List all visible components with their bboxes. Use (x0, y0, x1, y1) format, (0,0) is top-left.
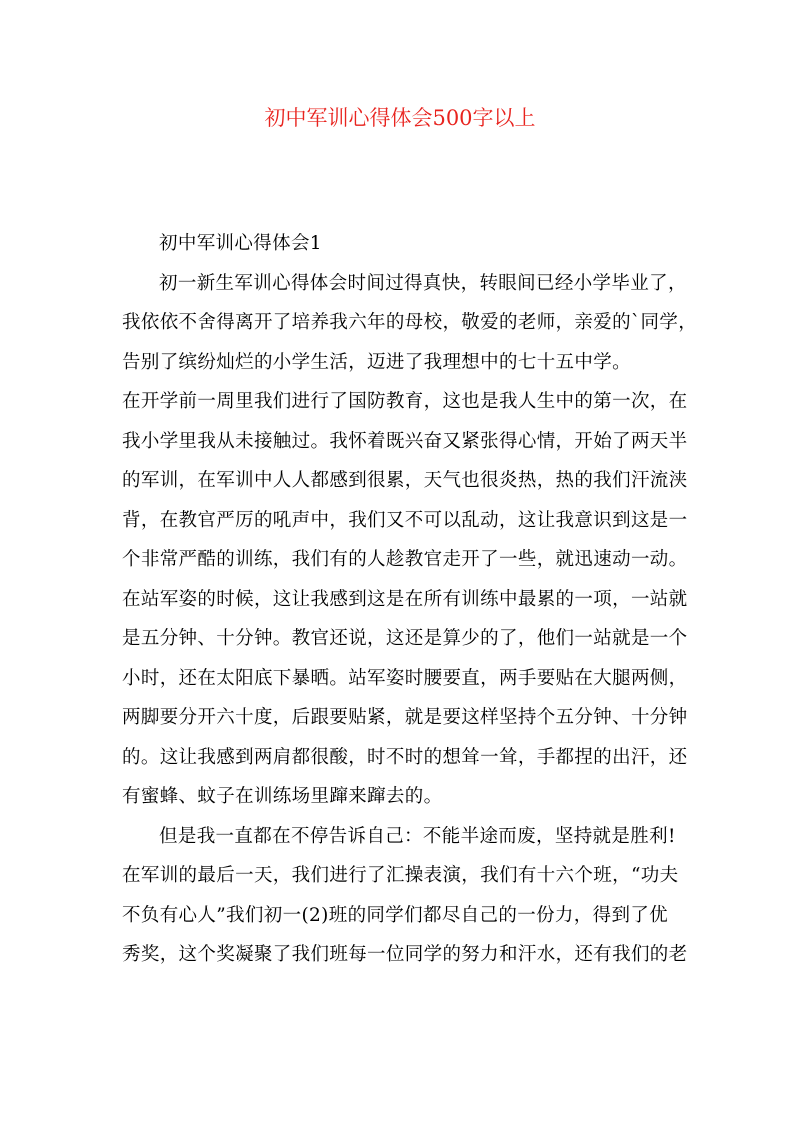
text-line: 在军训的最后一天，我们进行了汇操表演，我们有十六个班，“功夫 (122, 865, 679, 886)
document-title: 初中军训心得体会500字以上 (264, 106, 536, 130)
section-heading: 初中军训心得体会1 (159, 233, 322, 254)
text-line: 两脚要分开六十度，后跟要贴紧，就是要这样坚持个五分钟、十分钟 (122, 707, 688, 728)
text-line: 我小学里我从未接触过。我怀着既兴奋又紧张得心情，开始了两天半 (122, 430, 688, 452)
text-line: 是五分钟、十分钟。教官还说，这还是算少的了，他们一站就是一个 (122, 628, 688, 649)
text-line: 我依依不舍得离开了培养我六年的母校，敬爱的老师，亲爱的`同学， (122, 312, 698, 333)
text-line: 有蜜蜂、蚊子在训练场里蹿来蹿去的。 (122, 786, 443, 807)
text-line: 小时，还在太阳底下暴晒。站军姿时腰要直，两手要贴在大腿两侧， (122, 667, 688, 689)
text-line: 秀奖，这个奖凝聚了我们班每一位同学的努力和汗水，还有我们的老 (122, 944, 688, 965)
text-line: 初一新生军训心得体会时间过得真快，转眼间已经小学毕业了， (159, 272, 687, 294)
text-line: 但是我一直都在不停告诉自己：不能半途而废，坚持就是胜利! (159, 825, 676, 847)
text-line: 个非常严酷的训练，我们有的人趁教官走开了一些，就迅速动一动。 (122, 549, 688, 570)
text-line: 背，在教官严厉的吼声中，我们又不可以乱动，这让我意识到这是一 (122, 509, 688, 531)
text-line: 的。这让我感到两肩都很酸，时不时的想耸一耸，手都捏的出汗，还 (122, 746, 688, 768)
text-line: 告别了缤纷灿烂的小学生活，迈进了我理想中的七十五中学。 (122, 351, 631, 373)
text-line: 在站军姿的时候，这让我感到这是在所有训练中最累的一项，一站就 (122, 588, 688, 610)
document-body (122, 224, 698, 975)
text-line: 的军训，在军训中人人都感到很累，天气也很炎热，热的我们汗流浃 (122, 470, 688, 491)
text-line: 在开学前一周里我们进行了国防教育，这也是我人生中的第一次，在 (122, 391, 688, 412)
text-line: 不负有心人”我们初一(2)班的同学们都尽自己的一份力，得到了优 (122, 904, 669, 926)
